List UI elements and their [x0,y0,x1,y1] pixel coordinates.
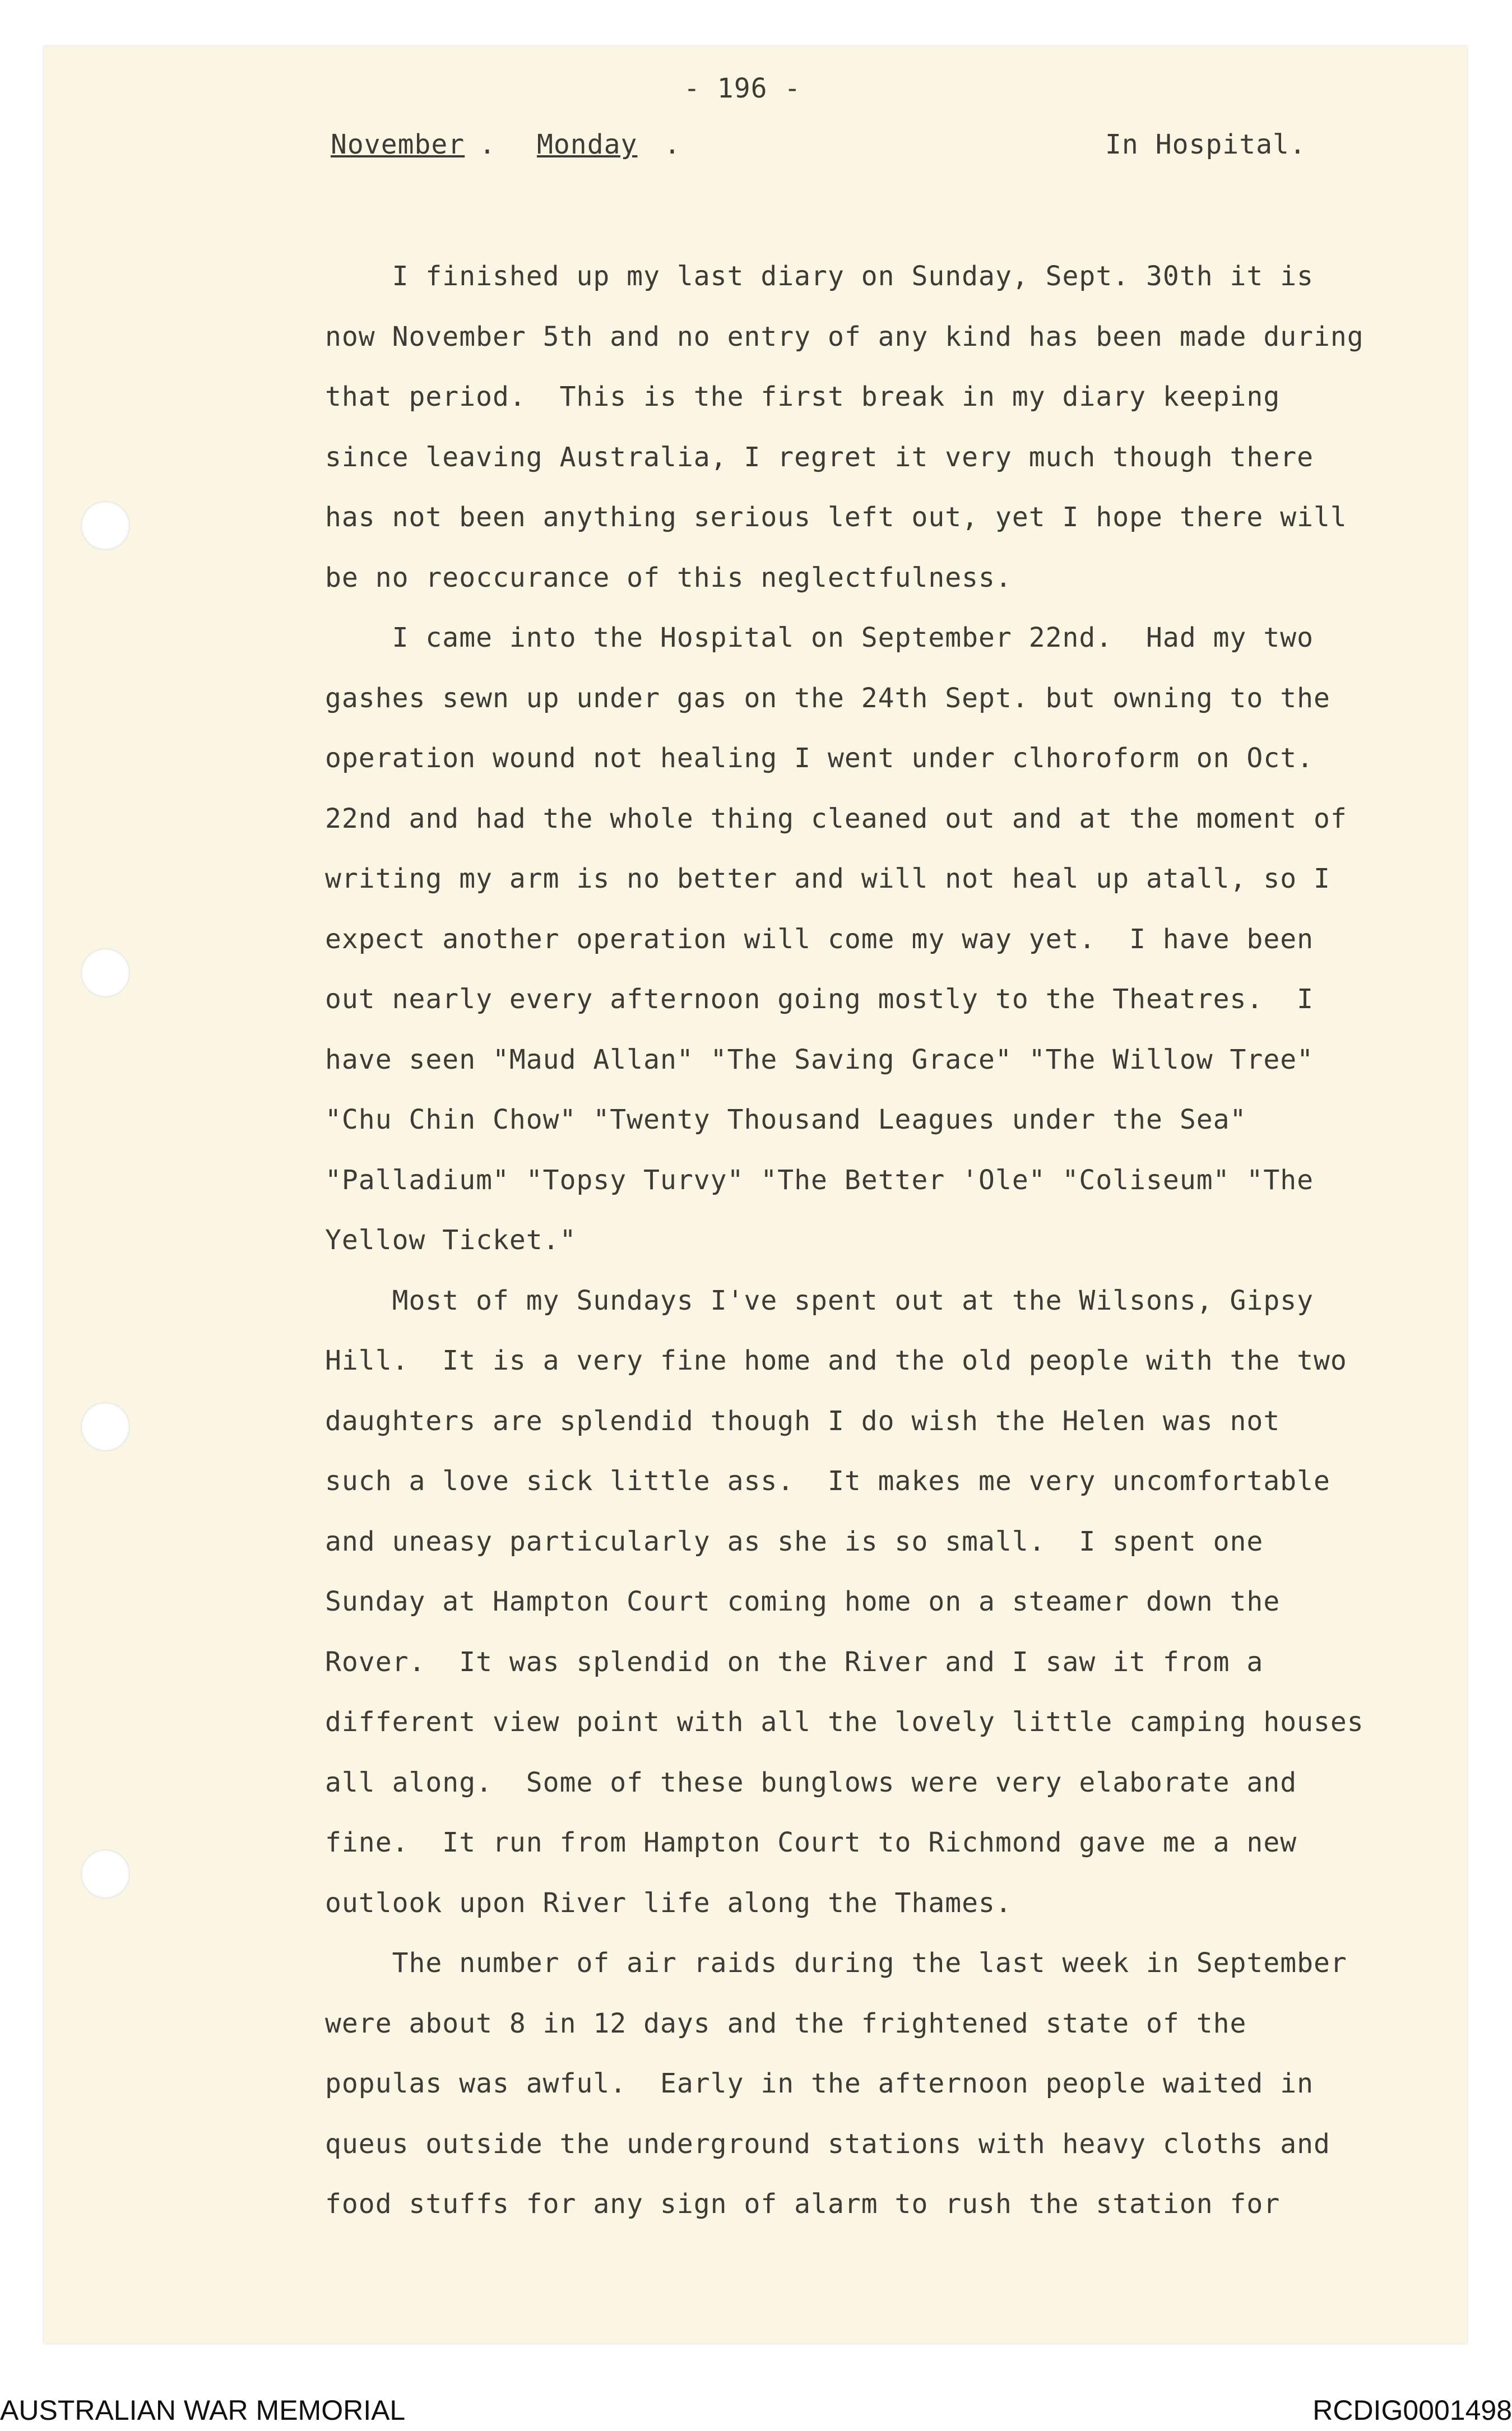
archive-id: RCDIG0001498 [1312,2395,1512,2426]
text-line: I came into the Hospital on September 22nd. Had my two [325,622,1314,653]
text-line: Yellow Ticket." [325,1224,577,1256]
text-line: all along. Some of these bunglows were very elaborate and [325,1766,1297,1798]
header-separator: . [479,129,496,160]
text-line: I finished up my last diary on Sunday, Sept. 30th it is [325,261,1314,292]
punch-hole [81,1402,130,1451]
archive-credit: AUSTRALIAN WAR MEMORIAL [0,2395,406,2426]
punch-hole [81,501,130,550]
text-line: were about 8 in 12 days and the frightened state of the [325,2007,1247,2039]
entry-location: In Hospital. [1105,129,1306,160]
text-line: Most of my Sundays I've spent out at the Wilsons, Gipsy [325,1284,1314,1316]
text-line: 22nd and had the whole thing cleaned out and at the moment of [325,802,1347,834]
text-line: daughters are splendid though I do wish the Helen was not [325,1405,1281,1437]
text-line: "Palladium" "Topsy Turvy" "The Better 'Ole" "Coliseum" "The [325,1164,1314,1196]
text-line: gashes sewn up under gas on the 24th Sept. but owning to the [325,682,1330,714]
punch-hole [81,948,130,998]
text-line: populas was awful. Early in the afternoon people waited in [325,2068,1314,2099]
text-line: food stuffs for any sign of alarm to rush the station for [325,2188,1281,2220]
text-line: such a love sick little ass. It makes me very uncomfortable [325,1465,1330,1497]
page-number: - 196 - [684,73,801,104]
text-line: be no reoccurance of this neglectfulness. [325,562,1012,593]
punch-hole [81,1849,130,1899]
text-line: have seen "Maud Allan" "The Saving Grace" "The Willow Tree" [325,1043,1314,1075]
text-line: out nearly every afternoon going mostly to the Theatres. I [325,983,1314,1015]
text-line: since leaving Australia, I regret it very much though there [325,441,1314,473]
text-line: The number of air raids during the last week in September [325,1947,1347,1979]
diary-body [325,247,1440,2235]
text-line: that period. This is the first break in my diary keeping [325,381,1281,412]
text-line: outlook upon River life along the Thames. [325,1887,1012,1919]
text-line: has not been anything serious left out, yet I hope there will [325,502,1347,533]
header-separator: . [664,129,681,160]
text-line: expect another operation will come my way yet. I have been [325,923,1314,955]
text-line: and uneasy particularly as she is so small. I spent one [325,1525,1264,1557]
text-line: now November 5th and no entry of any kind has been made during [325,321,1364,352]
entry-month: November [331,129,465,160]
text-line: "Chu Chin Chow" "Twenty Thousand Leagues under the Sea" [325,1104,1247,1135]
text-line: different view point with all the lovely little camping houses [325,1706,1364,1738]
entry-day: Monday [537,129,638,160]
text-line: Rover. It was splendid on the River and I saw it from a [325,1646,1264,1678]
text-line: writing my arm is no better and will not heal up atall, so I [325,863,1330,894]
text-line: fine. It run from Hampton Court to Richmond gave me a new [325,1827,1297,1858]
text-line: operation wound not healing I went under clhoroform on Oct. [325,743,1314,774]
text-line: Sunday at Hampton Court coming home on a steamer down the [325,1586,1281,1617]
text-line: Hill. It is a very fine home and the old people with the two [325,1345,1347,1376]
text-line: queus outside the underground stations with heavy cloths and [325,2128,1330,2160]
